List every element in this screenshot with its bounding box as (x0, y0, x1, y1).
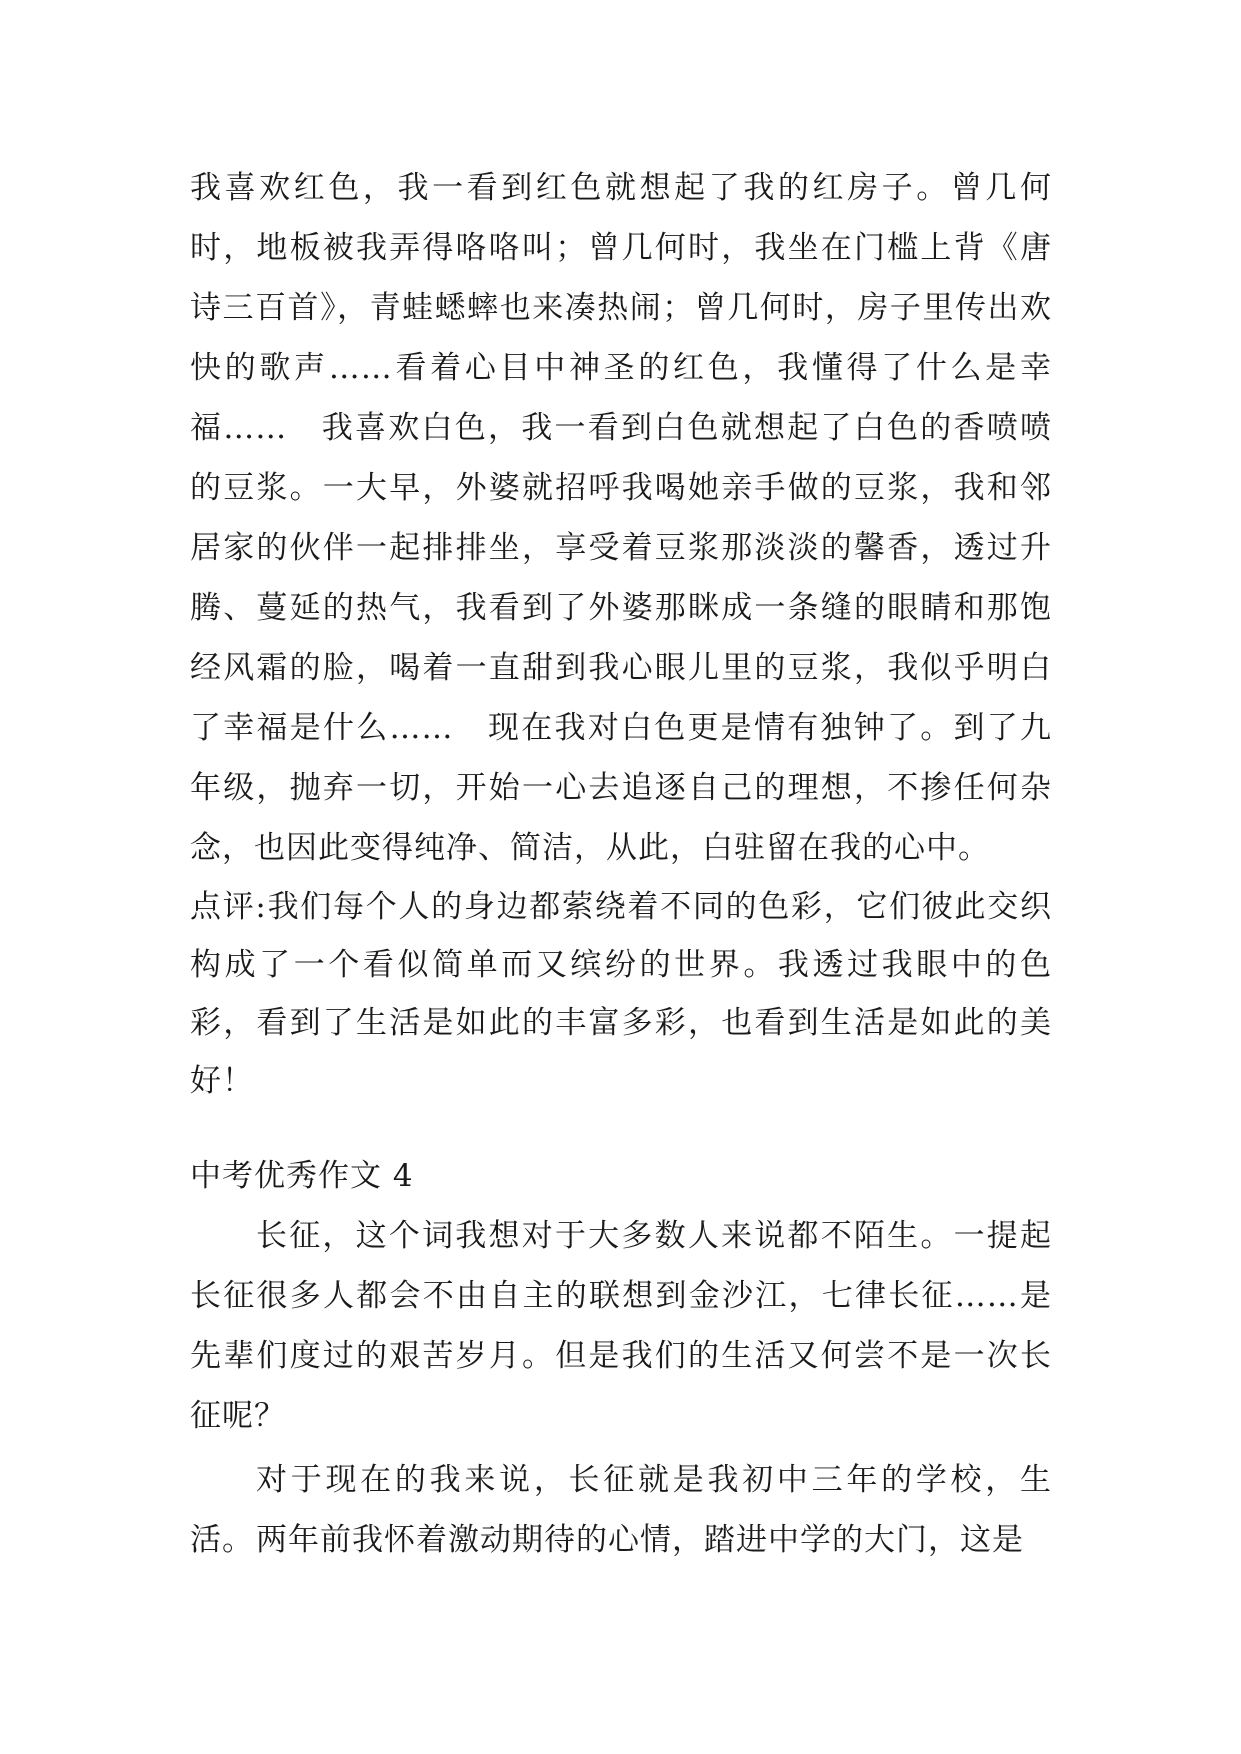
essay-paragraph: 我喜欢红色，我一看到红色就想起了我的红房子。曾几何时，地板被我弄得咯咯叫；曾几何时，我坐在门槛上背《唐诗三百首》，青蛙蟋蟀也来凑热闹；曾几何时，房子里传出欢快的歌声……看着心目中神圣的红色，我懂得了什么是幸福…… 我喜欢白色，我一看到白色就想起了白色的香喷喷的豆浆。一大早，外婆就招呼我喝她亲手做的豆浆，我和邻居家的伙伴一起排排坐，享受着豆浆那淡淡的馨香，透过升腾、蔓延的热气，我看到了外婆那眯成一条缝的眼睛和那饱经风霜的脸，喝着一直甜到我心眼儿里的豆浆，我似乎明白了幸福是什么…… 现在我对白色更是情有独钟了。到了九年级，抛弃一切，开始一心去追逐自己的理想，不掺任何杂念，也因此变得纯净、简洁，从此，白驻留在我的心中。 (190, 170, 1052, 866)
section-title: 中考优秀作文 4 (190, 1158, 414, 1194)
essay-paragraph: 对于现在的我来说，长征就是我初中三年的学校，生活。 (190, 1462, 1052, 1558)
essay-paragraph: 两年前我怀着激动期待的心情，踏进中学的大门，这是 (256, 1522, 1024, 1558)
comment-paragraph: 点评:我们每个人的身边都萦绕着不同的色彩，它们彼此交织构成了一个看似简单而又缤纷的世界。我透过我眼中的色彩，看到了生活是如此的丰富多彩，也看到生活是如此的美好！ (190, 889, 1052, 1099)
essay-paragraph: 长征，这个词我想对于大多数人来说都不陌生。一提起长征很多人都会不由自主的联想到金沙江，七律长征……是先辈们度过的艰苦岁月。但是我们的生活又何尝不是一次长征呢？ (190, 1218, 1052, 1434)
